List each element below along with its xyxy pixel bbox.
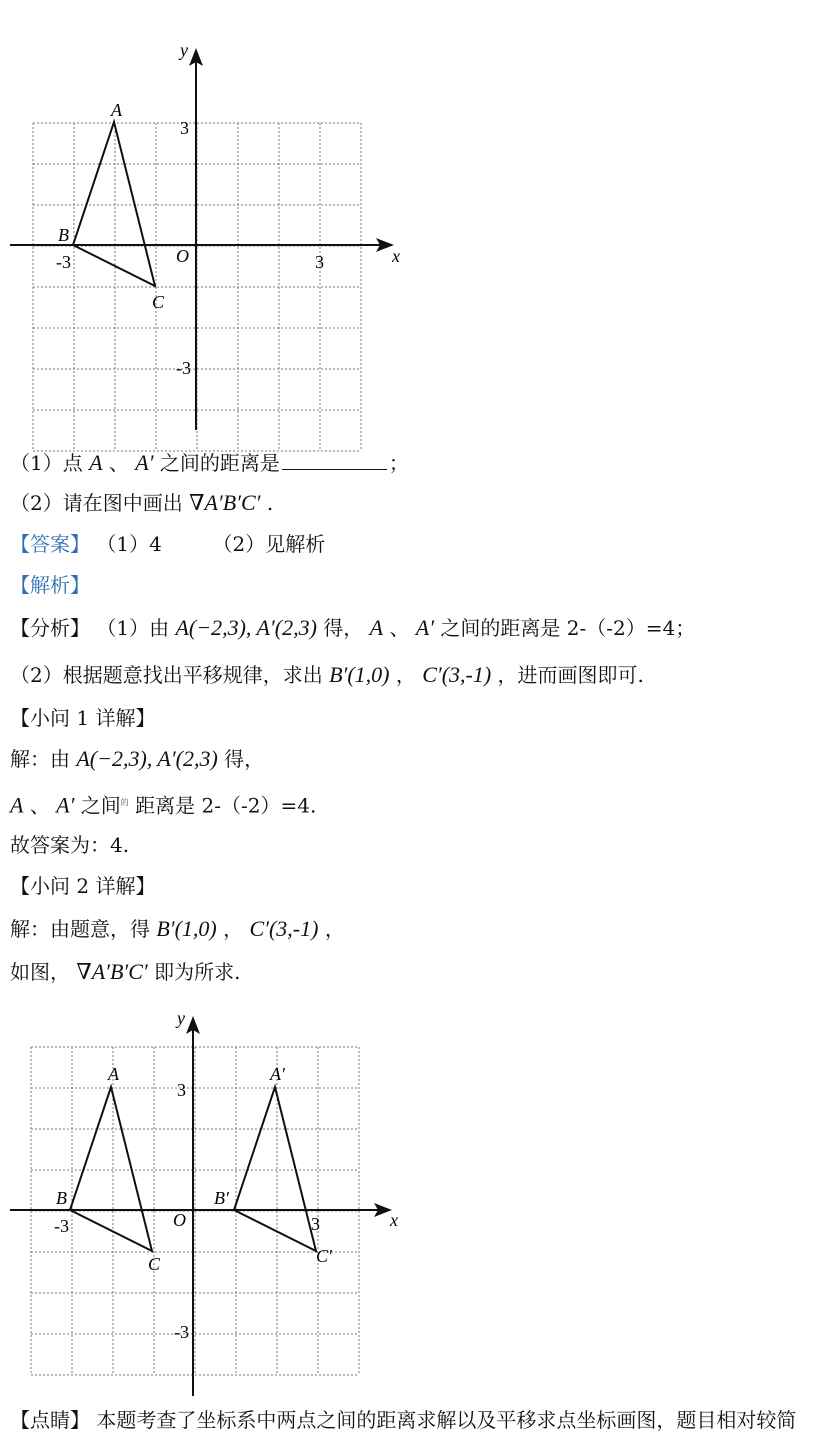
y-tick-positive-3: 3	[180, 118, 189, 138]
analysis-detail-1-c: 之间的距离是 2-（-2）=4；	[440, 616, 696, 640]
answer-blank-line	[282, 451, 387, 470]
question-line-1	[10, 448, 836, 478]
analysis-detail-1-separator: 、	[389, 616, 410, 640]
point-label-B: B	[58, 225, 69, 245]
triangle-abc-shape	[73, 122, 155, 286]
question-1-separator: 、	[108, 451, 129, 475]
analysis-detail-line-2	[10, 660, 836, 690]
step-2-line-2-a: 如图，	[10, 960, 70, 984]
step-1-line-2-point-A: A	[10, 792, 24, 818]
question-1-end: ；	[388, 451, 409, 475]
step-1-line-2-end: 距离是 2-（-2）=4.	[135, 793, 317, 818]
point-label-A-2: A	[108, 1064, 119, 1084]
step-1-line-2-mid: 之间	[80, 793, 121, 818]
question-1-suffix: 之间的距离是	[159, 451, 280, 475]
step-1-line-2-separator: 、	[29, 793, 50, 818]
analysis-detail-1-formula: A(−2,3), A′(2,3)	[175, 615, 317, 640]
step-1-line-2-note: 的	[120, 798, 129, 807]
triangle-aprime-bprime-cprime-shape	[234, 1087, 316, 1251]
step-1-line-2-point-Aprime: A′	[56, 792, 75, 818]
step-1-line-1	[10, 744, 836, 774]
triangle-AprimeBprimeCprime	[214, 1064, 333, 1266]
analysis-tag-detail: 【分析】	[10, 616, 90, 640]
point-label-A: A	[111, 100, 122, 120]
analysis-line	[10, 570, 836, 600]
y-tick-positive-3-2: 3	[177, 1080, 186, 1100]
analysis-detail-line-1	[10, 613, 836, 643]
question-1-point-Aprime: A′	[135, 450, 154, 475]
comment-text: 本题考查了坐标系中两点之间的距离求解以及平移求点坐标画图，题目相对较简	[96, 1408, 797, 1432]
x-tick-positive-3-2: 3	[311, 1214, 320, 1234]
comment-line	[10, 1405, 836, 1435]
origin-label: O	[176, 246, 189, 266]
question-2-triangle: ∇A′B′C′	[189, 490, 261, 515]
point-label-Cprime: C′	[316, 1246, 332, 1266]
step-1-header-text: 【小问 1 详解】	[10, 706, 156, 730]
step-1-line-1-formula: A(−2,3), A′(2,3)	[76, 746, 218, 771]
step-2-line-1-comma: ，	[223, 917, 244, 941]
y-axis-label-2: y	[177, 1008, 185, 1028]
analysis-tag: 【解析】	[10, 573, 90, 597]
x-tick-negative-3-2: -3	[54, 1216, 69, 1236]
x-tick-positive-3: 3	[315, 252, 324, 272]
step-1-line-3-text: 故答案为：4.	[10, 833, 130, 857]
coordinate-graph-2	[0, 1008, 420, 1448]
step-2-line-2-triangle: ∇A′B′C′	[76, 959, 148, 984]
coordinate-graph-1	[0, 40, 420, 480]
answer-part-2: （2）见解析	[212, 532, 326, 556]
analysis-detail-2-Bprime: B′(1,0)	[329, 662, 390, 687]
step-2-header	[10, 871, 836, 901]
step-2-line-2-b: 即为所求.	[154, 960, 241, 984]
answer-tag: 【答案】	[10, 532, 90, 556]
point-label-C-2: C	[148, 1254, 161, 1274]
question-2-prefix: （2）请在图中画出	[10, 491, 183, 515]
step-1-line-3	[10, 830, 836, 860]
answer-line	[10, 529, 836, 559]
step-2-line-1-Bprime: B′(1,0)	[156, 916, 217, 941]
step-1-line-1-a: 解：由	[10, 747, 70, 771]
step-2-line-1-a: 解：由题意，得	[10, 917, 150, 941]
point-label-Aprime: A′	[270, 1064, 285, 1084]
step-2-header-text: 【小问 2 详解】	[10, 874, 156, 898]
x-axis-label: x	[392, 246, 400, 266]
analysis-detail-2-a: （2）根据题意找出平移规律，求出	[10, 663, 323, 687]
origin-label-2: O	[173, 1210, 186, 1230]
graph-axes-2	[10, 1008, 398, 1396]
comment-tag: 【点睛】	[10, 1408, 90, 1432]
y-axis-label: y	[180, 40, 188, 60]
triangle-abc-shape-2	[70, 1087, 152, 1251]
x-tick-negative-3: -3	[56, 252, 71, 272]
step-2-line-1	[10, 914, 836, 944]
point-label-C: C	[152, 292, 165, 312]
analysis-detail-1-point-Aprime: A′	[415, 615, 435, 640]
x-axis-label-2: x	[390, 1210, 398, 1230]
question-line-2	[10, 488, 836, 518]
analysis-detail-1-point-A: A	[369, 615, 384, 640]
analysis-detail-1-a: （1）由	[96, 616, 170, 640]
analysis-detail-1-b: 得，	[323, 616, 364, 640]
y-tick-negative-3: -3	[176, 358, 191, 378]
step-2-line-1-end: ，	[324, 917, 345, 941]
question-2-end: .	[266, 491, 274, 515]
step-1-line-1-b: 得，	[224, 747, 265, 771]
step-1-line-2	[10, 788, 836, 818]
step-2-line-1-Cprime: C′(3,-1)	[249, 916, 319, 941]
analysis-detail-2-Cprime: C′(3,-1)	[422, 662, 492, 687]
analysis-detail-2-comma: ，	[395, 663, 416, 687]
question-1-point-A: A	[89, 450, 103, 475]
answer-part-1: （1）4	[96, 532, 162, 556]
point-label-Bprime: B′	[214, 1188, 229, 1208]
analysis-detail-2-b: ，进而画图即可.	[497, 663, 644, 687]
step-2-line-2	[10, 957, 836, 987]
question-1-prefix: （1）点	[10, 451, 83, 475]
point-label-B-2: B	[56, 1188, 67, 1208]
step-1-header	[10, 703, 836, 733]
y-tick-negative-3-2: -3	[174, 1322, 189, 1342]
